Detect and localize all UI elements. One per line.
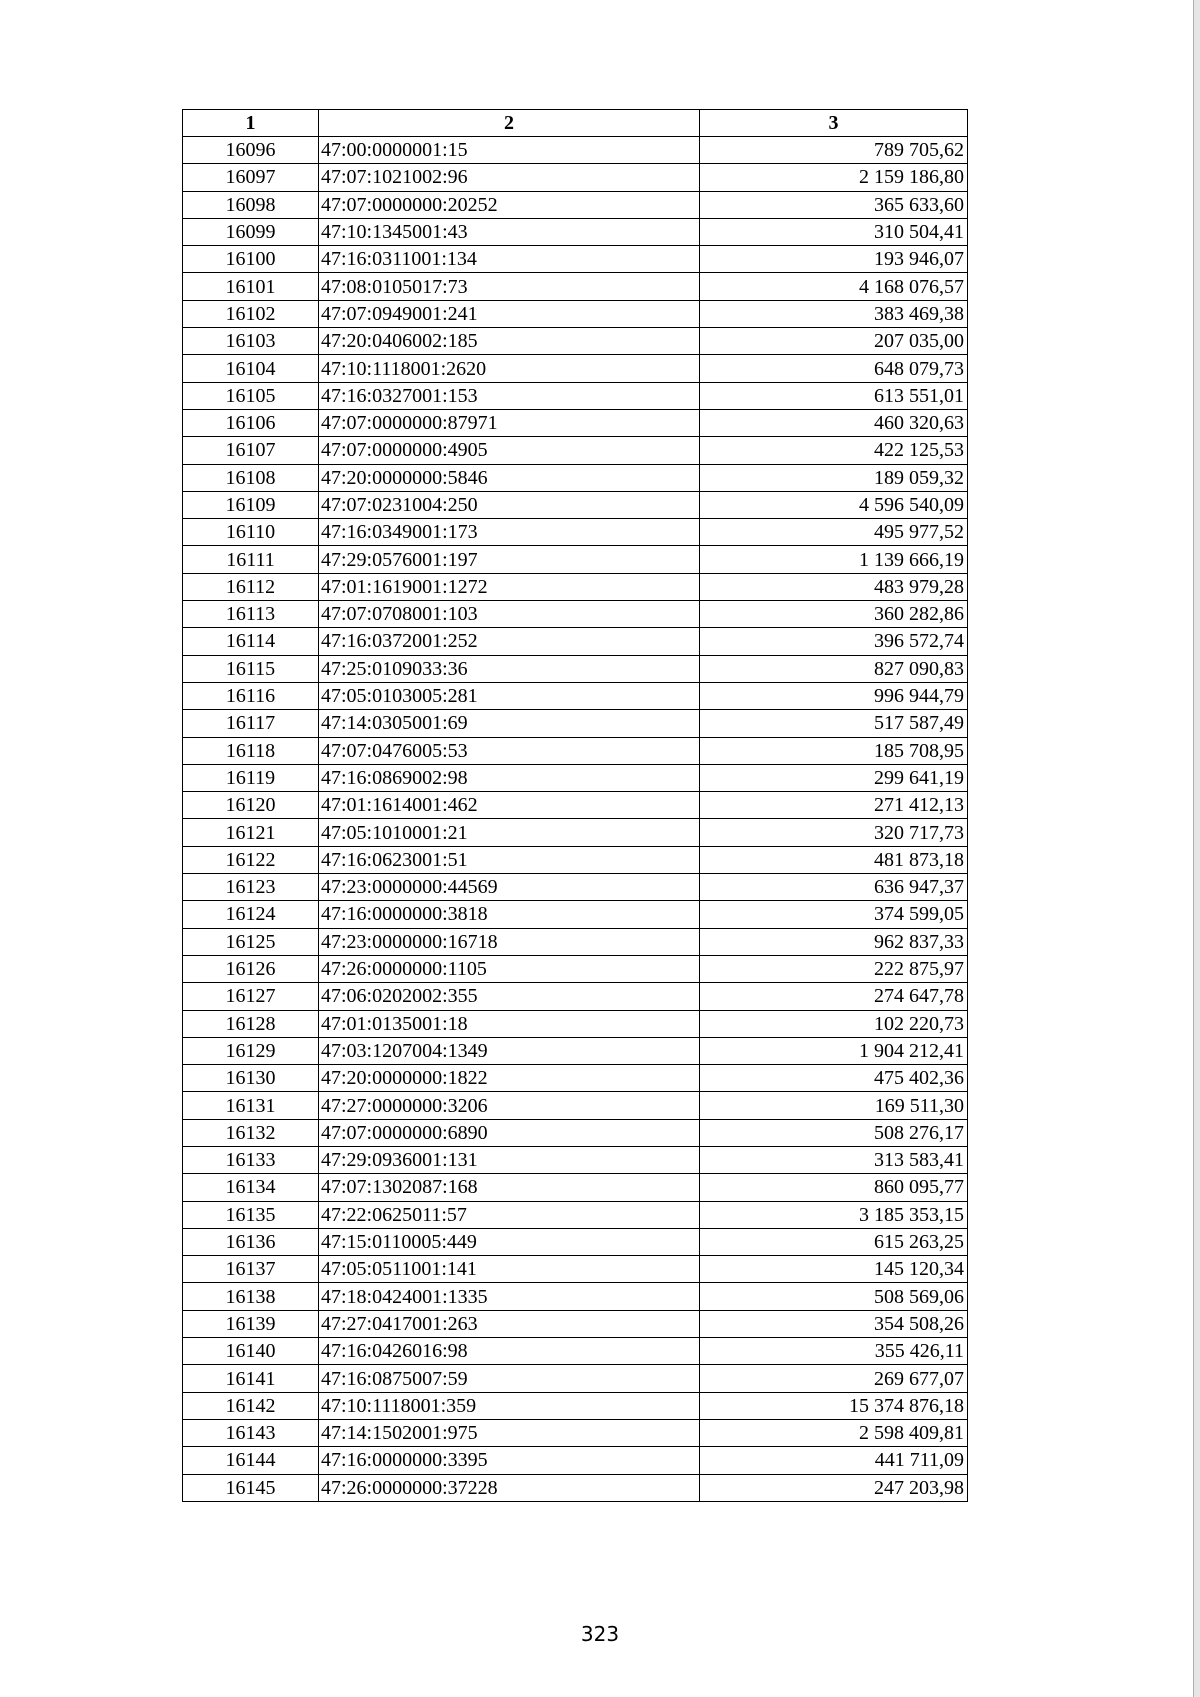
cadastral-number-cell: 47:07:0476005:53 [319, 737, 700, 764]
row-number-cell: 16143 [183, 1419, 319, 1446]
cadastral-number-cell: 47:07:0000000:4905 [319, 437, 700, 464]
cadastral-number-cell: 47:18:0424001:1335 [319, 1283, 700, 1310]
table-row [183, 682, 968, 709]
cadastral-number-cell: 47:16:0372001:252 [319, 628, 700, 655]
row-number-cell: 16108 [183, 464, 319, 491]
table-row [183, 137, 968, 164]
table-row [183, 1010, 968, 1037]
cadastral-number-cell: 47:01:1614001:462 [319, 792, 700, 819]
row-number-cell: 16104 [183, 355, 319, 382]
cadastral-number-cell: 47:16:0875007:59 [319, 1365, 700, 1392]
value-cell: 422 125,53 [700, 437, 968, 464]
cadastral-number-cell: 47:20:0000000:5846 [319, 464, 700, 491]
table-header-row [183, 110, 968, 137]
row-number-cell: 16142 [183, 1392, 319, 1419]
cadastral-number-cell: 47:15:0110005:449 [319, 1228, 700, 1255]
table-row [183, 1419, 968, 1446]
row-number-cell: 16138 [183, 1283, 319, 1310]
row-number-cell: 16136 [183, 1228, 319, 1255]
cadastral-number-cell: 47:20:0406002:185 [319, 328, 700, 355]
table-row [183, 191, 968, 218]
cadastral-number-cell: 47:16:0000000:3818 [319, 901, 700, 928]
value-cell: 320 717,73 [700, 819, 968, 846]
cadastral-number-cell: 47:10:1118001:2620 [319, 355, 700, 382]
value-cell: 383 469,38 [700, 300, 968, 327]
row-number-cell: 16124 [183, 901, 319, 928]
row-number-cell: 16096 [183, 137, 319, 164]
value-cell: 145 120,34 [700, 1256, 968, 1283]
cadastral-number-cell: 47:16:0327001:153 [319, 382, 700, 409]
cadastral-number-cell: 47:05:0103005:281 [319, 682, 700, 709]
cadastral-number-cell: 47:22:0625011:57 [319, 1201, 700, 1228]
table-row [183, 628, 968, 655]
cadastral-number-cell: 47:07:1302087:168 [319, 1174, 700, 1201]
row-number-cell: 16112 [183, 573, 319, 600]
page-edge [1193, 0, 1200, 1697]
table-row [183, 409, 968, 436]
value-cell: 460 320,63 [700, 409, 968, 436]
value-cell: 15 374 876,18 [700, 1392, 968, 1419]
cadastral-number-cell: 47:07:1021002:96 [319, 164, 700, 191]
value-cell: 613 551,01 [700, 382, 968, 409]
table-row [183, 328, 968, 355]
cadastral-number-cell: 47:07:0949001:241 [319, 300, 700, 327]
value-cell: 207 035,00 [700, 328, 968, 355]
cadastral-number-cell: 47:00:0000001:15 [319, 137, 700, 164]
cadastral-number-cell: 47:14:1502001:975 [319, 1419, 700, 1446]
cadastral-value-table [182, 109, 968, 1502]
value-cell: 310 504,41 [700, 218, 968, 245]
cadastral-number-cell: 47:16:0426016:98 [319, 1338, 700, 1365]
value-cell: 102 220,73 [700, 1010, 968, 1037]
row-number-cell: 16115 [183, 655, 319, 682]
cadastral-number-cell: 47:27:0000000:3206 [319, 1092, 700, 1119]
row-number-cell: 16111 [183, 546, 319, 573]
row-number-cell: 16106 [183, 409, 319, 436]
value-cell: 962 837,33 [700, 928, 968, 955]
value-cell: 996 944,79 [700, 682, 968, 709]
cadastral-number-cell: 47:08:0105017:73 [319, 273, 700, 300]
value-cell: 2 598 409,81 [700, 1419, 968, 1446]
cadastral-number-cell: 47:07:0000000:6890 [319, 1119, 700, 1146]
row-number-cell: 16137 [183, 1256, 319, 1283]
table-row [183, 1474, 968, 1501]
row-number-cell: 16117 [183, 710, 319, 737]
value-cell: 827 090,83 [700, 655, 968, 682]
row-number-cell: 16145 [183, 1474, 319, 1501]
value-cell: 2 159 186,80 [700, 164, 968, 191]
row-number-cell: 16118 [183, 737, 319, 764]
value-cell: 4 168 076,57 [700, 273, 968, 300]
value-cell: 396 572,74 [700, 628, 968, 655]
value-cell: 169 511,30 [700, 1092, 968, 1119]
table-row [183, 546, 968, 573]
table-row [183, 382, 968, 409]
table-row [183, 955, 968, 982]
row-number-cell: 16121 [183, 819, 319, 846]
table-row [183, 218, 968, 245]
cadastral-number-cell: 47:20:0000000:1822 [319, 1065, 700, 1092]
row-number-cell: 16122 [183, 846, 319, 873]
table-row [183, 737, 968, 764]
table-row [183, 1283, 968, 1310]
row-number-cell: 16139 [183, 1310, 319, 1337]
cadastral-number-cell: 47:05:0511001:141 [319, 1256, 700, 1283]
table-row [183, 437, 968, 464]
value-cell: 789 705,62 [700, 137, 968, 164]
cadastral-number-cell: 47:07:0708001:103 [319, 601, 700, 628]
table-row [183, 901, 968, 928]
row-number-cell: 16129 [183, 1037, 319, 1064]
row-number-cell: 16140 [183, 1338, 319, 1365]
table-row [183, 1392, 968, 1419]
table-row [183, 1365, 968, 1392]
table-row [183, 491, 968, 518]
value-cell: 271 412,13 [700, 792, 968, 819]
value-cell: 355 426,11 [700, 1338, 968, 1365]
table-row [183, 164, 968, 191]
table-row [183, 792, 968, 819]
row-number-cell: 16113 [183, 601, 319, 628]
value-cell: 360 282,86 [700, 601, 968, 628]
value-cell: 247 203,98 [700, 1474, 968, 1501]
table-row [183, 573, 968, 600]
value-cell: 508 569,06 [700, 1283, 968, 1310]
cadastral-number-cell: 47:23:0000000:16718 [319, 928, 700, 955]
table-row [183, 1146, 968, 1173]
row-number-cell: 16128 [183, 1010, 319, 1037]
table-row [183, 710, 968, 737]
table-row [183, 1037, 968, 1064]
row-number-cell: 16134 [183, 1174, 319, 1201]
row-number-cell: 16130 [183, 1065, 319, 1092]
value-cell: 193 946,07 [700, 246, 968, 273]
value-cell: 4 596 540,09 [700, 491, 968, 518]
value-cell: 3 185 353,15 [700, 1201, 968, 1228]
row-number-cell: 16097 [183, 164, 319, 191]
cadastral-number-cell: 47:07:0000000:20252 [319, 191, 700, 218]
table-row [183, 1447, 968, 1474]
row-number-cell: 16099 [183, 218, 319, 245]
row-number-cell: 16102 [183, 300, 319, 327]
cadastral-number-cell: 47:16:0869002:98 [319, 764, 700, 791]
table-row [183, 355, 968, 382]
table-row [183, 1174, 968, 1201]
table-row [183, 246, 968, 273]
table-row [183, 655, 968, 682]
cadastral-number-cell: 47:07:0231004:250 [319, 491, 700, 518]
value-cell: 365 633,60 [700, 191, 968, 218]
row-number-cell: 16098 [183, 191, 319, 218]
table-row [183, 464, 968, 491]
column-header-2: 2 [319, 110, 700, 137]
cadastral-number-cell: 47:16:0623001:51 [319, 846, 700, 873]
value-cell: 313 583,41 [700, 1146, 968, 1173]
row-number-cell: 16110 [183, 519, 319, 546]
row-number-cell: 16132 [183, 1119, 319, 1146]
cadastral-number-cell: 47:01:1619001:1272 [319, 573, 700, 600]
cadastral-number-cell: 47:29:0576001:197 [319, 546, 700, 573]
value-cell: 483 979,28 [700, 573, 968, 600]
cadastral-number-cell: 47:10:1118001:359 [319, 1392, 700, 1419]
row-number-cell: 16116 [183, 682, 319, 709]
table-row [183, 1338, 968, 1365]
table-row [183, 1228, 968, 1255]
table-row [183, 983, 968, 1010]
table-row [183, 519, 968, 546]
value-cell: 274 647,78 [700, 983, 968, 1010]
row-number-cell: 16105 [183, 382, 319, 409]
table-row [183, 1119, 968, 1146]
value-cell: 636 947,37 [700, 874, 968, 901]
table-row [183, 1310, 968, 1337]
row-number-cell: 16126 [183, 955, 319, 982]
table-row [183, 1256, 968, 1283]
cadastral-number-cell: 47:05:1010001:21 [319, 819, 700, 846]
row-number-cell: 16120 [183, 792, 319, 819]
row-number-cell: 16131 [183, 1092, 319, 1119]
table-row [183, 819, 968, 846]
value-cell: 1 139 666,19 [700, 546, 968, 573]
table-row [183, 1092, 968, 1119]
table-row [183, 273, 968, 300]
table-row [183, 1065, 968, 1092]
value-cell: 860 095,77 [700, 1174, 968, 1201]
table-row [183, 1201, 968, 1228]
page-number: 323 [580, 1622, 620, 1646]
cadastral-number-cell: 47:03:1207004:1349 [319, 1037, 700, 1064]
value-cell: 475 402,36 [700, 1065, 968, 1092]
row-number-cell: 16114 [183, 628, 319, 655]
value-cell: 185 708,95 [700, 737, 968, 764]
value-cell: 222 875,97 [700, 955, 968, 982]
row-number-cell: 16107 [183, 437, 319, 464]
row-number-cell: 16123 [183, 874, 319, 901]
table-row [183, 601, 968, 628]
cadastral-number-cell: 47:01:0135001:18 [319, 1010, 700, 1037]
table-row [183, 846, 968, 873]
value-cell: 374 599,05 [700, 901, 968, 928]
table-body [183, 137, 968, 1502]
row-number-cell: 16103 [183, 328, 319, 355]
row-number-cell: 16109 [183, 491, 319, 518]
cadastral-number-cell: 47:26:0000000:37228 [319, 1474, 700, 1501]
value-cell: 189 059,32 [700, 464, 968, 491]
cadastral-number-cell: 47:16:0000000:3395 [319, 1447, 700, 1474]
cadastral-number-cell: 47:26:0000000:1105 [319, 955, 700, 982]
table-row [183, 874, 968, 901]
table-row [183, 928, 968, 955]
value-cell: 495 977,52 [700, 519, 968, 546]
value-cell: 441 711,09 [700, 1447, 968, 1474]
cadastral-number-cell: 47:10:1345001:43 [319, 218, 700, 245]
column-header-1: 1 [183, 110, 319, 137]
value-cell: 481 873,18 [700, 846, 968, 873]
row-number-cell: 16101 [183, 273, 319, 300]
cadastral-number-cell: 47:23:0000000:44569 [319, 874, 700, 901]
column-header-3: 3 [700, 110, 968, 137]
value-cell: 354 508,26 [700, 1310, 968, 1337]
cadastral-number-cell: 47:06:0202002:355 [319, 983, 700, 1010]
row-number-cell: 16100 [183, 246, 319, 273]
value-cell: 299 641,19 [700, 764, 968, 791]
row-number-cell: 16119 [183, 764, 319, 791]
row-number-cell: 16127 [183, 983, 319, 1010]
value-cell: 508 276,17 [700, 1119, 968, 1146]
table-row [183, 300, 968, 327]
cadastral-number-cell: 47:16:0311001:134 [319, 246, 700, 273]
value-cell: 615 263,25 [700, 1228, 968, 1255]
row-number-cell: 16133 [183, 1146, 319, 1173]
value-cell: 648 079,73 [700, 355, 968, 382]
row-number-cell: 16144 [183, 1447, 319, 1474]
table-row [183, 764, 968, 791]
cadastral-number-cell: 47:14:0305001:69 [319, 710, 700, 737]
cadastral-number-cell: 47:27:0417001:263 [319, 1310, 700, 1337]
cadastral-number-cell: 47:25:0109033:36 [319, 655, 700, 682]
value-cell: 269 677,07 [700, 1365, 968, 1392]
cadastral-number-cell: 47:29:0936001:131 [319, 1146, 700, 1173]
row-number-cell: 16125 [183, 928, 319, 955]
cadastral-number-cell: 47:16:0349001:173 [319, 519, 700, 546]
cadastral-number-cell: 47:07:0000000:87971 [319, 409, 700, 436]
row-number-cell: 16135 [183, 1201, 319, 1228]
value-cell: 1 904 212,41 [700, 1037, 968, 1064]
value-cell: 517 587,49 [700, 710, 968, 737]
row-number-cell: 16141 [183, 1365, 319, 1392]
